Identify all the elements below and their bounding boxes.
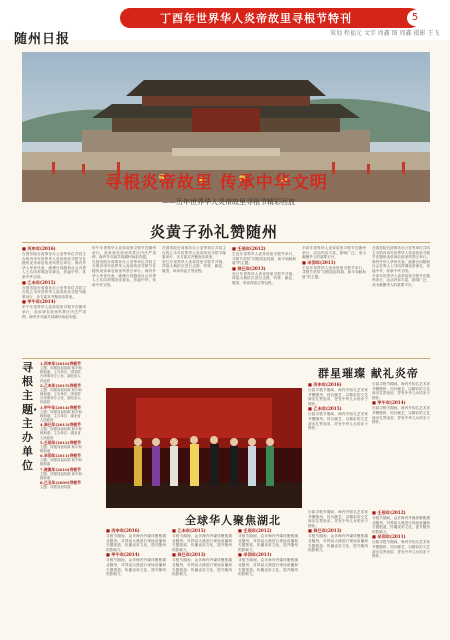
article-body: 甲午年世界华人炎帝故里寻根节在随州举行，炎帝神农故里风景区内庄严肃穆，海内外宾朋共同缅怀始祖功德。 [92,246,156,260]
article-year-heading: ■ 丙申年(2016) [106,528,140,533]
sidebar-item-year: 5.壬辰年(2012)寻根节 [40,439,81,445]
article-column [238,528,298,636]
article-year-heading: ■ 壬辰年(2012) [372,510,406,515]
sidebar-item-detail: 主题：同根同祖同源 和平和睦和谐；主办单位：国务院台湾事务办公室、湖北省人民政府 [40,387,82,405]
article-body: 在国务院台湾事务办公室等单位共同主办的丙申年世界华人炎帝故里寻根节在随州炎帝神农故里风景区举行。海内外华人华侨代表、港澳台同胞和社会各界人士共同拜谒炎帝神农，祈福中华，传承中华文明。 [22,252,86,279]
article-column [308,382,368,506]
article-column [106,528,166,636]
article-body: 历届寻根节期间，海内外知名艺术家齐聚随州，同台献艺，以精彩的文艺演出礼赞炎帝，抒发中华儿女的赤子情怀。 [372,540,430,559]
section-title-media: 全球华人聚焦湖北 [185,514,281,527]
sidebar-item-detail: 主题：同根同祖同源 和平和睦和谐；主办单位：国务院台湾事务办公室、湖北省人民政府 [40,366,82,383]
article-body: 寻根节期间，众多海内外媒体聚焦湖北随州，对拜祖大典进行现场直播和专题报道，传播炎帝文化，提升随州的影响力。 [172,558,232,577]
article-year-heading: ■ 辛卯年(2011) [372,534,406,540]
article-body: 寻根节期间，众多海内外媒体聚焦湖北随州，对拜祖大典进行现场直播和专题报道，传播炎帝文化，提升随州的影响力。 [106,558,166,577]
main-headline: 寻根炎帝故里 传承中华文明 [105,173,328,193]
sidebar-item-year: 1.丙申年(2016)寻根节 [40,361,81,366]
sidebar-list [40,361,84,636]
article-column [172,528,232,636]
sidebar-title: 寻根主题·主办单位 [22,361,38,472]
article-body: 在国务院台湾事务办公室等单位共同主办的丙申年世界华人炎帝故里寻根节在随州炎帝神农故里风景区举行。海内外华人华侨代表、港澳台同胞和社会各界人士共同拜谒炎帝神农，祈福中华，传承中华文明。 [372,246,430,273]
article-column [22,246,86,356]
article-year-heading: ■ 甲午年(2014) [22,299,56,305]
page-number-badge: 5 [407,10,423,26]
article-year-heading: ■ 甲午年(2014) [372,400,406,406]
article-body: 辛卯年世界华人炎帝故里寻根节在随州举行，活动内容丰富，影响广泛，成为凝聚华人的重要平台。 [372,273,430,287]
article-body: 寻根节期间，众多海内外媒体聚焦湖北随州，对拜祖大典进行现场直播和专题报道，传播炎帝文化，提升随州的影响力。 [106,534,166,552]
section-title-stars: 群星璀璨 献礼炎帝 [318,367,419,380]
stage-performance-photo [106,388,302,508]
sidebar-item-detail: 主题：同根同祖同源 和平和睦和谐 [40,458,82,467]
article-body: 壬辰年世界华人炎帝故里寻根节举行，寻根节坚持“同根同祖同源，和平和睦和谐”的主题。 [232,252,296,266]
main-subheadline: ——历年世界华人炎帝故里寻根节精彩回放 [162,198,295,206]
sidebar-item-detail: 主题：同根同祖同源 和平和睦和谐 [40,471,82,480]
article-year-heading: ■ 甲午年(2014) [106,552,140,558]
article-body: 寻根节期间，众多海内外媒体聚焦湖北随州，对拜祖大典进行现场直播和专题报道，传播炎帝文化，提升随州的影响力。 [372,516,430,534]
article-body: 在国务院台湾事务办公室等单位共同主办的乙未年世界华人炎帝故里寻根节隆重举行，各方嘉宾齐聚炎帝故里。 [22,285,86,299]
article-year-heading: ■ 壬辰年(2012) [238,528,272,533]
article-body: 历届寻根节期间，海内外知名艺术家齐聚随州，同台献艺，以精彩的文艺演出礼赞炎帝，抒发中华儿女的赤子情怀。 [372,382,430,400]
special-issue-title: 丁酉年世界华人炎帝故里寻根节特刊 [160,12,352,25]
article-column [372,382,430,506]
article-column [372,246,430,356]
article-body: 壬辰年世界华人炎帝故里寻根节举行，寻根节坚持“同根同祖同源，和平和睦和谐”的主题。 [302,265,366,279]
sidebar-item-year: 7.庚寅年(2010)寻根节 [40,466,81,472]
article-year-heading: ■ 癸巳年(2013) [232,265,266,271]
header-credits: 策划 程福元 文字 周鑫 图 周鑫 摄影 王飞 [330,30,440,37]
article-year-heading: ■ 丙申年(2016) [308,382,342,387]
article-body: 历届寻根节期间，海内外知名艺术家齐聚随州，同台献艺，以精彩的文艺演出礼赞炎帝，抒发中华儿女的赤子情怀。 [372,406,430,425]
article-column [302,246,366,356]
sidebar-item-year: 3.甲午年(2014)寻根节 [40,404,81,410]
sidebar-item-year: 4.癸巳年(2013)寻根节 [40,422,81,428]
sidebar-item-detail: 主题：同根同祖同源 和平和睦和谐 [40,444,82,454]
sidebar-item-detail: 主题：同根同祖同源 和平和睦和谐；主办单位：湖北省人民政府 [40,409,82,423]
article-year-heading: ■ 乙未年(2015) [22,279,56,285]
article-year-heading: ■ 壬辰年(2012) [232,246,266,251]
article-body: 癸巳年世界华人炎帝故里寻根节开幕，拜祖大典依次进行击鼓、鸣钟、献花、敬香、恭读拜祖文等仪程。 [232,271,296,285]
article-column [372,510,430,636]
article-body: 在国务院台湾事务办公室等单位共同主办的丙申年世界华人炎帝故里寻根节在随州炎帝神农故里风景区举行。海内外华人华侨代表、港澳台同胞和社会各界人士共同拜谒炎帝神农，祈福中华，传承中华文明。 [92,259,156,287]
article-body: 寻根节期间，众多海内外媒体聚焦湖北随州，对拜祖大典进行现场直播和专题报道，传播炎帝文化，提升随州的影响力。 [238,534,298,552]
article-year-heading: ■ 癸巳年(2013) [172,552,206,558]
divider-rule [22,242,430,243]
divider-rule [22,358,430,359]
article-body: 癸巳年世界华人炎帝故里寻根节开幕，拜祖大典依次进行击鼓、鸣钟、献花、敬香、恭读拜祖文等仪程。 [162,259,226,273]
article-year-heading: ■ 辛卯年(2011) [238,552,272,558]
article-column [232,246,296,356]
article-body: 辛卯年世界华人炎帝故里寻根节在随州举行，活动内容丰富，影响广泛，成为凝聚华人的重要平台。 [302,246,366,260]
sidebar-item-detail: 主题：同根同祖同源 [40,485,71,490]
article-body: 寻根节期间，众多海内外媒体聚焦湖北随州，对拜祖大典进行现场直播和专题报道，传播炎帝文化，提升随州的影响力。 [172,534,232,552]
article-body: 历届寻根节期间，海内外知名艺术家齐聚随州，同台献艺，以精彩的文艺演出礼赞炎帝，抒发中华儿女的赤子情怀。 [308,510,368,528]
article-column [162,246,226,356]
article-column [308,510,368,636]
article-body: 历届寻根节期间，海内外知名艺术家齐聚随州，同台献艺，以精彩的文艺演出礼赞炎帝，抒发中华儿女的赤子情怀。 [308,412,368,431]
sidebar-item-year: 6.辛卯年(2011)寻根节 [40,453,81,459]
article-year-heading: ■ 辛卯年(2011) [302,259,336,265]
article-year-heading: ■ 癸巳年(2013) [308,528,342,534]
article-column [92,246,156,356]
sidebar-item-year: 8.己丑年(2009)寻根节 [40,480,81,486]
article-body: 历届寻根节期间，海内外知名艺术家齐聚随州，同台献艺，以精彩的文艺演出礼赞炎帝，抒发中华儿女的赤子情怀。 [308,388,368,406]
article-year-heading: ■ 丙申年(2016) [22,246,56,251]
newspaper-logo: 随州日报 [14,32,71,47]
article-body: 甲午年世界华人炎帝故里寻根节在随州举行，炎帝神农故里风景区内庄严肃穆，海内外宾朋共同缅怀始祖功德。 [22,305,86,319]
article-body: 寻根节期间，众多海内外媒体聚焦湖北随州，对拜祖大典进行现场直播和专题报道，传播炎帝文化，提升随州的影响力。 [238,558,298,577]
sidebar-item-year: 2.乙未年(2015)寻根节 [40,382,81,388]
article-year-heading: ■ 乙未年(2015) [172,528,206,533]
sidebar-item-detail: 主题：同根同祖同源 和平和睦和谐；主办单位：湖北省人民政府 [40,427,82,440]
article-body: 寻根节期间，众多海内外媒体聚焦湖北随州，对拜祖大典进行现场直播和专题报道，传播炎帝文化，提升随州的影响力。 [308,534,368,553]
section-title-praise: 炎黄子孙礼赞随州 [150,223,279,241]
article-body: 在国务院台湾事务办公室等单位共同主办的乙未年世界华人炎帝故里寻根节隆重举行，各方嘉宾齐聚炎帝故里。 [162,246,226,260]
article-year-heading: ■ 乙未年(2015) [308,406,342,412]
